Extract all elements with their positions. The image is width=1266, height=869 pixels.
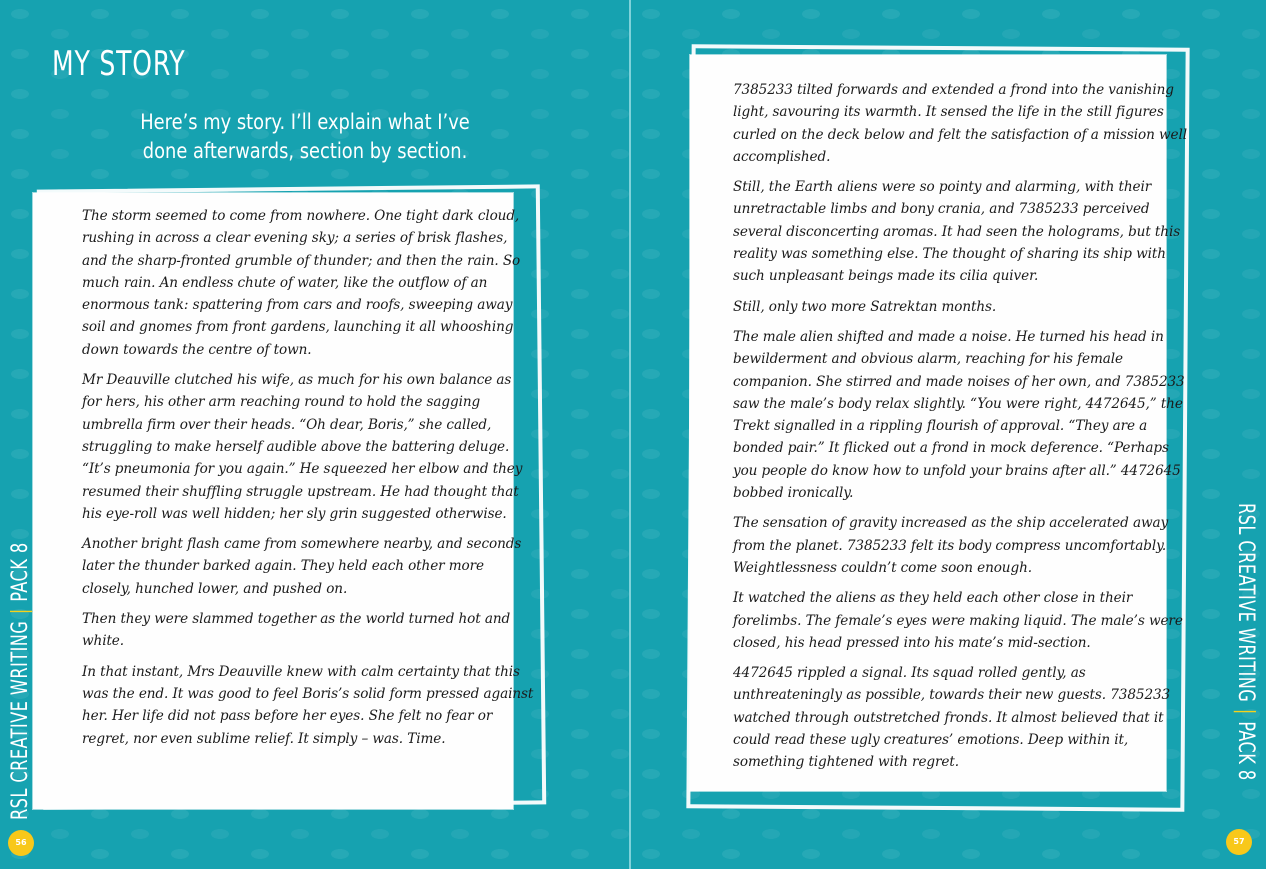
story-paper-left <box>33 193 534 809</box>
series-name: RSL CREATIVE WRITING <box>1233 503 1258 703</box>
page-subtitle: Here’s my story. I’ll explain what I’ve done afterwards, section by section. <box>140 110 470 163</box>
story-text <box>82 205 534 758</box>
story-text <box>733 79 1188 782</box>
running-footer-right <box>1233 503 1258 781</box>
page-title: MY STORY <box>52 44 186 84</box>
story-paragraph: Still, only two more Satrektan months. <box>733 298 997 315</box>
story-paper-right <box>690 55 1187 791</box>
story-paragraph: Still, the Earth aliens were so pointy and alarming, with their unretractable limbs and bony crania, and 7385233 perceived several disconcerting aromas. It had seen the holograms, but this reality was something else. The thought of sharing its ship with such unpleasant beings made its cilia quiver. <box>733 179 1181 285</box>
right-page <box>631 0 1266 869</box>
separator: | <box>8 608 33 615</box>
story-paragraph: Then they were slammed together as the world turned hot and white. <box>82 611 511 650</box>
story-paragraph: Another bright flash came from somewhere nearby, and seconds later the thunder barked again. They held each other more closely, hunched lower, and pushed on. <box>82 536 522 597</box>
story-paragraph: The male alien shifted and made a noise. He turned his head in bewilderment and obvious alarm, reaching for his female companion. She stirred and made noises of her own, and 7385233 saw the male’s body relax slightly. “You were right, 4472645,” the Trekt signalled in a rippling flourish of approval. “They are a bonded pair.” It flicked out a frond in mock deference. “Perhaps you people do know how to unfold your brains after all.” 4472645 bobbed ironically. <box>733 328 1185 502</box>
story-paragraph: 4472645 rippled a signal. Its squad rolled gently, as unthreateningly as possible, towards their new guests. 7385233 watched through outstretched fronds. It almost believed that it could read these ugly creatures’ emotions. Deep within it, something tightened with regret. <box>733 665 1171 771</box>
story-paragraph: The sensation of gravity increased as the ship accelerated away from the planet. 7385233 felt its body compress uncomfortably. Weightlessness couldn’t come soon enough. <box>733 515 1169 576</box>
story-paragraph: In that instant, Mrs Deauville knew with calm certainty that this was the end. It was good to feel Boris’s solid form pressed against her. Her life did not pass before her eyes. She felt no fear or regret, nor even sublime relief. It simply – was. Time. <box>82 663 534 747</box>
pack-label: PACK 8 <box>8 542 33 602</box>
separator: | <box>1233 708 1258 715</box>
pack-label: PACK 8 <box>1233 721 1258 781</box>
page-number-badge: 56 <box>8 830 34 856</box>
page-number-badge: 57 <box>1226 829 1252 855</box>
series-name: RSL CREATIVE WRITING <box>8 620 33 820</box>
running-footer-left <box>8 542 33 820</box>
story-paragraph: The storm seemed to come from nowhere. One tight dark cloud, rushing in across a clear evening sky; a series of brisk flashes, and the sharp-fronted grumble of thunder; and then the rain. So much rain. An endless chute of water, like the outflow of an enormous tank: spattering from cars and roofs, sweeping away soil and gnomes from front gardens, launching it all whooshing down towards the centre of town. <box>82 208 521 358</box>
left-page <box>0 0 629 869</box>
story-paragraph: It watched the aliens as they held each other close in their forelimbs. The female’s eyes were making liquid. The male’s were closed, his head pressed into his mate’s mid-section. <box>733 590 1183 651</box>
story-paragraph: 7385233 tilted forwards and extended a frond into the vanishing light, savouring its warmth. It sensed the life in the still figures curled on the deck below and felt the satisfaction of a mission well accomplished. <box>733 82 1187 165</box>
story-paragraph: Mr Deauville clutched his wife, as much for his own balance as for hers, his other arm reaching round to hold the sagging umbrella firm over their heads. “Oh dear, Boris,” she called, struggling to make herself audible above the battering deluge. “It’s pneumonia for you again.” He squeezed her elbow and they resumed their shuffling struggle upstream. He had thought that his eye-roll was well hidden; her sly grin suggested otherwise. <box>82 372 523 522</box>
